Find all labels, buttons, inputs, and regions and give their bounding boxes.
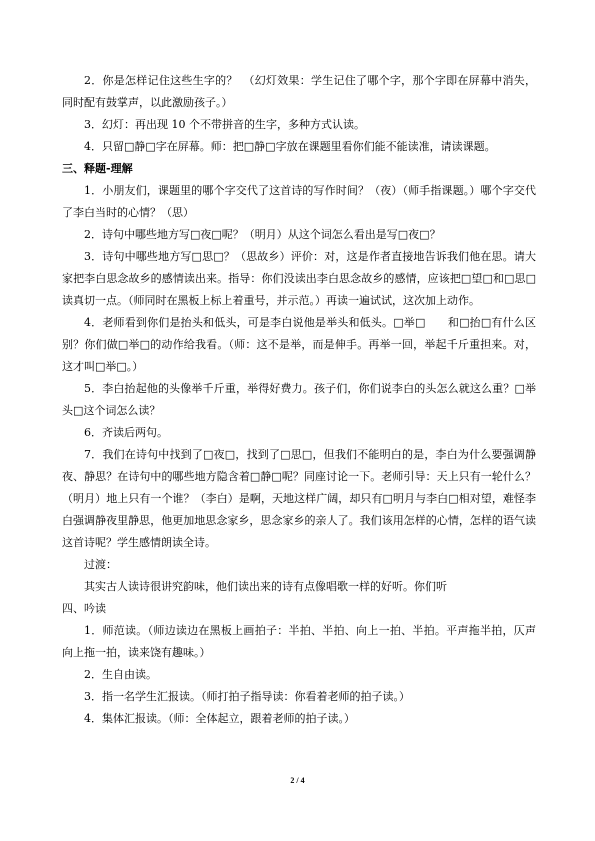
body-paragraph: 7．我们在诗句中找到了□夜□，找到了□思□，但我们不能明白的是，李白为什么要强调静夜、静思？在诗句中的哪些地方隐含着□静□呢？同座讨论一下。老师引导：天上只有一轮什么？（明月）地上只有一个谁？（李白）是啊，天地这样广阔，却只有□明月与李白□相对望，难怪李白强调静夜里静思，他更加地思念家乡，思念家乡的亲人了。我们该用怎样的心情，怎样的语气读这首诗呢？学生感情朗读全诗。 xyxy=(62,448,536,549)
body-paragraph: 1．小朋友们，课题里的哪个字交代了这首诗的写作时间？（夜）（师手指课题。）哪个字交代了李白当时的心情？（思） xyxy=(62,184,536,219)
body-paragraph: 2．诗句中哪些地方写□夜□呢？（明月）从这个词怎么看出是写□夜□？ xyxy=(84,228,441,241)
body-paragraph: 3．诗句中哪些地方写□思□？（思故乡）评价：对，这是作者直接地告诉我们他在思。请大家把李白思念故乡的感情读出来。指导：你们没读出李白思念故乡的感情，应该把□望□和□思□读真切一点。（师同时在黑板上标上着重号，并示范。）再读一遍试试，这次加上动作。 xyxy=(62,250,536,307)
document-body xyxy=(62,70,536,730)
body-paragraph: 5．李白抬起他的头像举千斤重，举得好费力。孩子们，你们说李白的头怎么就这么重？□举头□这个词怎么读？ xyxy=(62,382,536,417)
body-paragraph: 4．集体汇报读。（师：全体起立，跟着老师的拍子读。） xyxy=(84,712,355,725)
body-paragraph: 1．师范读。（师边读边在黑板上画拍子：半拍、半拍、向上一拍、半拍。平声拖半拍，仄声向上拖一拍，读来饶有趣味。） xyxy=(62,624,536,659)
body-paragraph: 4．老师看到你们是抬头和低头，可是李白说他是举头和低头。□举□ 和□抬□有什么区别？你们做□举□的动作给我看。（师：这不是举，而是伸手。再举一回，举起千斤重担来。对，这才叫□举□。） xyxy=(62,316,536,373)
section-heading: 三、释题-理解 xyxy=(62,162,133,175)
body-paragraph: 四、吟读 xyxy=(62,602,106,615)
body-paragraph: 过渡： xyxy=(84,558,117,571)
page-number: 2 / 4 xyxy=(290,776,305,785)
body-paragraph: 2．生自由读。 xyxy=(84,668,157,681)
body-paragraph: 6．齐读后两句。 xyxy=(84,426,168,439)
body-paragraph: 其实古人读诗很讲究韵味，他们读出来的诗有点像唱歌一样的好听。你们听 xyxy=(84,580,447,593)
body-paragraph: 4．只留□静□字在屏幕。师：把□静□字放在课题里看你们能不能读准，请读课题。 xyxy=(84,140,496,153)
body-paragraph: 2．你是怎样记住这些生字的？ （幻灯效果：学生记住了哪个字，那个字即在屏幕中消失，同时配有鼓掌声，以此激励孩子。） xyxy=(62,74,536,109)
body-paragraph: 3．幻灯：再出现 10 个不带拼音的生字，多种方式认读。 xyxy=(84,118,365,131)
body-paragraph: 3．指一名学生汇报读。（师打拍子指导读：你看着老师的拍子读。） xyxy=(84,690,410,703)
